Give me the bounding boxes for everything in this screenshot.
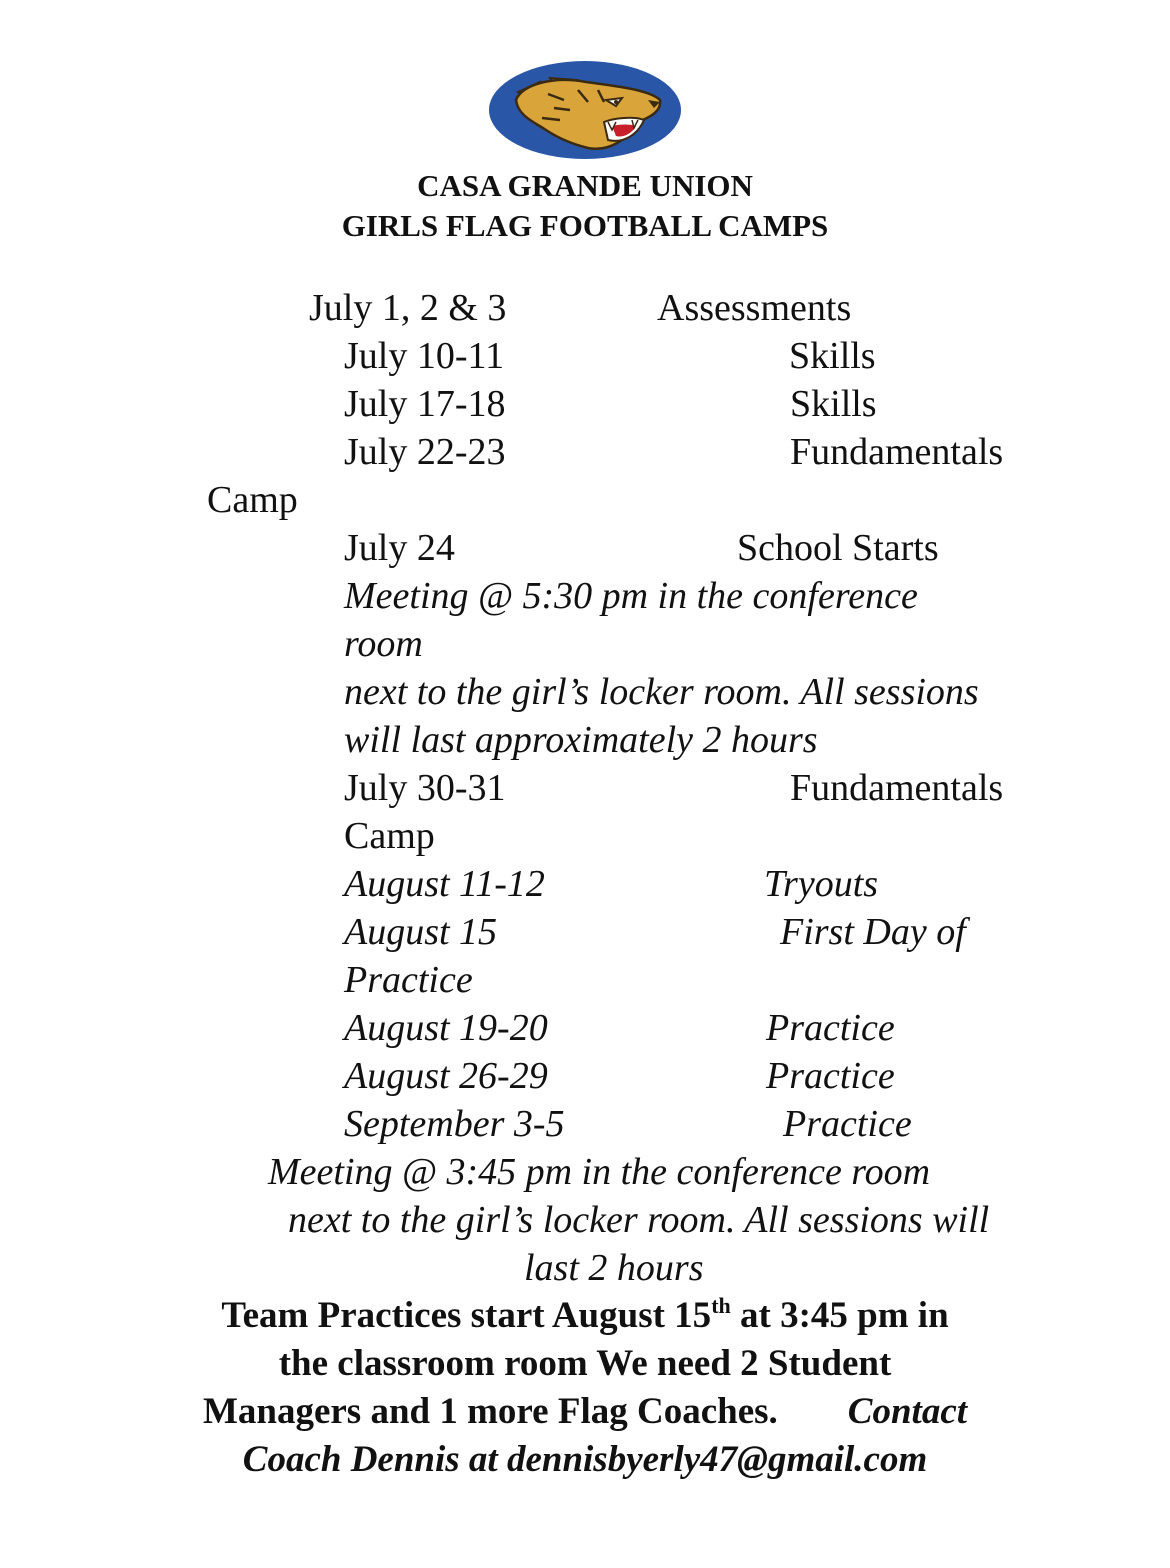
title-line-2: GIRLS FLAG FOOTBALL CAMPS bbox=[341, 208, 829, 243]
wildcat-logo-icon bbox=[488, 60, 682, 160]
schedule-date: August 11-12 bbox=[344, 863, 545, 905]
meeting-note-line: last 2 hours bbox=[524, 1247, 704, 1289]
schedule-event: Practice bbox=[783, 1103, 912, 1145]
schedule-event: Fundamentals bbox=[790, 767, 1004, 809]
schedule-event: Assessments bbox=[657, 287, 852, 329]
schedule-date: September 3-5 bbox=[344, 1103, 565, 1145]
meeting-note-line: Meeting @ 5:30 pm in the conference bbox=[344, 575, 918, 617]
footer-line-3 bbox=[0, 1388, 1170, 1436]
schedule-date: August 15 bbox=[344, 911, 498, 953]
schedule-date: July 22-23 bbox=[344, 431, 506, 473]
meeting-note-line: next to the girl’s locker room. All sessions bbox=[344, 671, 979, 713]
footer-contact-email: Coach Dennis at dennisbyerly47@gmail.com bbox=[242, 1439, 928, 1480]
meeting-note-line: next to the girl’s locker room. All sessions will bbox=[288, 1199, 990, 1241]
schedule-event-wrap: Camp bbox=[344, 815, 435, 857]
schedule-event: First Day of bbox=[780, 911, 966, 953]
title-line-1: CASA GRANDE UNION bbox=[417, 168, 753, 203]
schedule-date: July 17-18 bbox=[344, 383, 506, 425]
meeting-note-line: Meeting @ 3:45 pm in the conference room bbox=[268, 1151, 931, 1193]
meeting-note-line: room bbox=[344, 623, 423, 665]
schedule-event-wrap: Camp bbox=[207, 479, 298, 521]
schedule-event: Skills bbox=[790, 383, 877, 425]
footer-line-1 bbox=[0, 1292, 1170, 1340]
schedule-event: Practice bbox=[766, 1055, 895, 1097]
schedule-event: Skills bbox=[789, 335, 876, 377]
footer-contact-label: Contact bbox=[847, 1391, 968, 1432]
footer-line-3-text: Managers and 1 more Flag Coaches. bbox=[202, 1391, 778, 1432]
footer-line-2: the classroom room We need 2 Student bbox=[278, 1343, 892, 1384]
meeting-note-line: will last approximately 2 hours bbox=[344, 719, 818, 761]
schedule-date: August 26-29 bbox=[344, 1055, 548, 1097]
footer-line-1-text-b: at 3:45 pm in bbox=[730, 1295, 949, 1336]
footer-line-1-sup: th bbox=[711, 1293, 731, 1318]
schedule-event: Tryouts bbox=[764, 863, 879, 905]
footer-line-1-text: Team Practices start August 15 bbox=[221, 1295, 712, 1336]
schedule-event: Fundamentals bbox=[790, 431, 1004, 473]
schedule-date: July 10-11 bbox=[344, 335, 505, 377]
schedule-event: School Starts bbox=[737, 527, 939, 569]
schedule-event: Practice bbox=[766, 1007, 895, 1049]
schedule-date: July 24 bbox=[344, 527, 455, 569]
schedule-date: July 1, 2 & 3 bbox=[309, 287, 507, 329]
schedule-date: July 30-31 bbox=[344, 767, 506, 809]
schedule-date: August 19-20 bbox=[344, 1007, 548, 1049]
schedule-event-wrap: Practice bbox=[344, 959, 473, 1001]
